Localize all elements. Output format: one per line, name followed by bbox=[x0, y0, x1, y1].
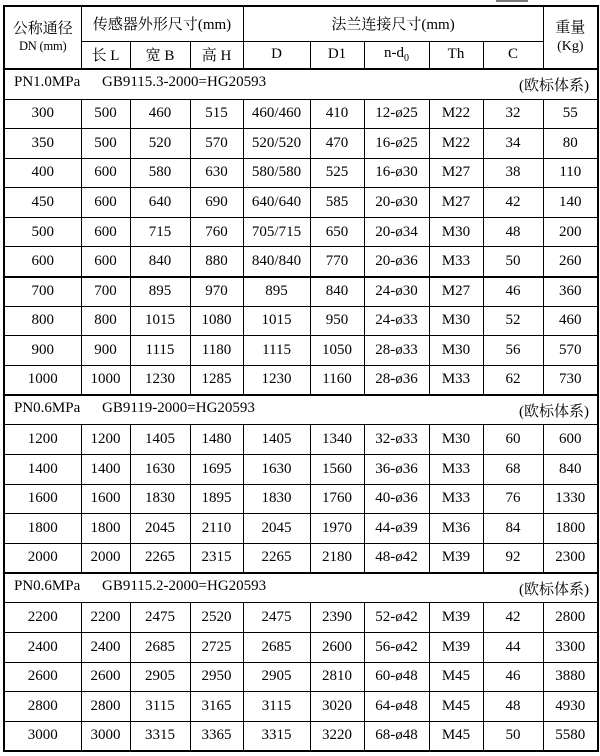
table-cell: M33 bbox=[429, 455, 483, 485]
table-cell: M22 bbox=[429, 129, 483, 159]
table-cell: 20-ø30 bbox=[364, 188, 429, 218]
section-header-row bbox=[4, 573, 598, 603]
table-cell: 200 bbox=[543, 217, 598, 247]
dn-label-unit: DN (mm) bbox=[18, 39, 67, 54]
table-cell: 60-ø48 bbox=[364, 662, 429, 692]
table-cell: 4930 bbox=[543, 692, 598, 722]
table-cell: 705/715 bbox=[243, 217, 310, 247]
dn-value-cell: 2600 bbox=[4, 662, 81, 692]
table-cell: 1630 bbox=[243, 455, 310, 485]
table-cell: 52 bbox=[483, 306, 543, 336]
table-cell: 2180 bbox=[310, 543, 364, 573]
standard-code: GB9119-2000=HG20593 bbox=[102, 399, 255, 416]
dn-value-cell: 1800 bbox=[4, 514, 81, 544]
table-cell: 2950 bbox=[190, 662, 243, 692]
table-cell: 260 bbox=[543, 247, 598, 277]
standard-code: GB9115.3-2000=HG20593 bbox=[102, 73, 267, 90]
table-row bbox=[4, 277, 598, 307]
table-cell: 2475 bbox=[243, 603, 310, 633]
table-cell: 2600 bbox=[310, 633, 364, 663]
table-cell: 12-ø25 bbox=[364, 99, 429, 129]
table-cell: 1230 bbox=[130, 365, 190, 395]
table-cell: 20-ø34 bbox=[364, 217, 429, 247]
table-cell: 92 bbox=[483, 543, 543, 573]
table-cell: 580 bbox=[130, 158, 190, 188]
table-cell: 1405 bbox=[243, 425, 310, 455]
table-cell: 840 bbox=[543, 455, 598, 485]
dn-value-cell: 450 bbox=[4, 188, 81, 218]
table-cell: M45 bbox=[429, 662, 483, 692]
header-cell-dn bbox=[4, 6, 81, 69]
table-cell: 950 bbox=[310, 306, 364, 336]
table-cell: 640/640 bbox=[243, 188, 310, 218]
table-row bbox=[4, 633, 598, 663]
dn-value-cell: 1000 bbox=[4, 365, 81, 395]
table-cell: 48 bbox=[483, 692, 543, 722]
table-cell: M27 bbox=[429, 277, 483, 307]
table-cell: 24-ø30 bbox=[364, 277, 429, 307]
table-cell: 585 bbox=[310, 188, 364, 218]
table-cell: 2905 bbox=[243, 662, 310, 692]
table-cell: 2045 bbox=[243, 514, 310, 544]
table-cell: 1800 bbox=[81, 514, 130, 544]
table-cell: 140 bbox=[543, 188, 598, 218]
table-cell: 44 bbox=[483, 633, 543, 663]
table-section-pn0.6-gb9119 bbox=[4, 395, 598, 573]
table-cell: 64-ø48 bbox=[364, 692, 429, 722]
header-row-subcolumns bbox=[4, 41, 598, 69]
table-cell: 1340 bbox=[310, 425, 364, 455]
table-cell: 2685 bbox=[243, 633, 310, 663]
table-cell: 900 bbox=[81, 336, 130, 366]
nd0-subscript: 0 bbox=[404, 53, 410, 65]
table-cell: 460 bbox=[130, 99, 190, 129]
table-cell: M27 bbox=[429, 158, 483, 188]
dn-value-cell: 1400 bbox=[4, 455, 81, 485]
table-cell: 40-ø36 bbox=[364, 484, 429, 514]
table-row bbox=[4, 543, 598, 573]
dn-value-cell: 400 bbox=[4, 158, 81, 188]
table-cell: 1160 bbox=[310, 365, 364, 395]
table-cell: 56-ø42 bbox=[364, 633, 429, 663]
section-header-row bbox=[4, 395, 598, 425]
table-cell: 600 bbox=[81, 188, 130, 218]
table-cell: M33 bbox=[429, 365, 483, 395]
table-cell: 2810 bbox=[310, 662, 364, 692]
table-cell: M39 bbox=[429, 603, 483, 633]
table-cell: 1560 bbox=[310, 455, 364, 485]
table-cell: 16-ø30 bbox=[364, 158, 429, 188]
dn-value-cell: 350 bbox=[4, 129, 81, 159]
header-cell-d: D bbox=[243, 41, 310, 69]
table-cell: M45 bbox=[429, 721, 483, 751]
table-cell: 46 bbox=[483, 277, 543, 307]
table-cell: 42 bbox=[483, 603, 543, 633]
table-cell: 48 bbox=[483, 217, 543, 247]
table-cell: 1970 bbox=[310, 514, 364, 544]
table-cell: 44-ø39 bbox=[364, 514, 429, 544]
table-cell: 1480 bbox=[190, 425, 243, 455]
table-cell: 1630 bbox=[130, 455, 190, 485]
table-cell: 840 bbox=[130, 247, 190, 277]
table-cell: M36 bbox=[429, 514, 483, 544]
table-cell: 55 bbox=[543, 99, 598, 129]
dn-value-cell: 2800 bbox=[4, 692, 81, 722]
table-cell: 2110 bbox=[190, 514, 243, 544]
table-cell: 52-ø42 bbox=[364, 603, 429, 633]
table-cell: 1285 bbox=[190, 365, 243, 395]
table-cell: 2400 bbox=[81, 633, 130, 663]
standard-system-note: (欧标体系) bbox=[519, 403, 590, 420]
table-cell: 3000 bbox=[81, 721, 130, 751]
table-cell: 3880 bbox=[543, 662, 598, 692]
table-cell: 3115 bbox=[243, 692, 310, 722]
table-cell: 80 bbox=[543, 129, 598, 159]
table-cell: M39 bbox=[429, 633, 483, 663]
table-cell: 700 bbox=[81, 277, 130, 307]
table-cell: 690 bbox=[190, 188, 243, 218]
table-row bbox=[4, 603, 598, 633]
table-cell: 84 bbox=[483, 514, 543, 544]
table-cell: 3165 bbox=[190, 692, 243, 722]
header-cell-length: 长 L bbox=[81, 41, 130, 69]
table-cell: 110 bbox=[543, 158, 598, 188]
dn-value-cell: 3000 bbox=[4, 721, 81, 751]
section-header-cell bbox=[4, 69, 598, 99]
table-cell: 1830 bbox=[130, 484, 190, 514]
table-cell: 520/520 bbox=[243, 129, 310, 159]
table-cell: 2200 bbox=[81, 603, 130, 633]
table-cell: 36-ø36 bbox=[364, 455, 429, 485]
table-cell: 640 bbox=[130, 188, 190, 218]
table-row bbox=[4, 188, 598, 218]
dn-value-cell: 2000 bbox=[4, 543, 81, 573]
table-cell: 2520 bbox=[190, 603, 243, 633]
table-cell: 460/460 bbox=[243, 99, 310, 129]
table-cell: 50 bbox=[483, 247, 543, 277]
table-cell: 3300 bbox=[543, 633, 598, 663]
table-cell: 3315 bbox=[130, 721, 190, 751]
standard-system-note: (欧标体系) bbox=[519, 77, 590, 94]
table-cell: 32-ø33 bbox=[364, 425, 429, 455]
table-cell: 42 bbox=[483, 188, 543, 218]
table-cell: 3315 bbox=[243, 721, 310, 751]
cropped-text-artifact bbox=[496, 0, 528, 2]
dn-label-cn: 公称通径 bbox=[12, 21, 73, 38]
header-cell-height: 高 H bbox=[190, 41, 243, 69]
table-cell: 500 bbox=[81, 99, 130, 129]
table-cell: 525 bbox=[310, 158, 364, 188]
table-cell: 2905 bbox=[130, 662, 190, 692]
table-cell: 2265 bbox=[130, 543, 190, 573]
table-cell: 1760 bbox=[310, 484, 364, 514]
table-cell: 470 bbox=[310, 129, 364, 159]
table-header bbox=[4, 6, 598, 69]
dn-value-cell: 2400 bbox=[4, 633, 81, 663]
table-section-pn1.0 bbox=[4, 69, 598, 395]
table-cell: 16-ø25 bbox=[364, 129, 429, 159]
table-cell: 515 bbox=[190, 99, 243, 129]
table-cell: 970 bbox=[190, 277, 243, 307]
table-cell: 500 bbox=[81, 129, 130, 159]
table-cell: 2725 bbox=[190, 633, 243, 663]
table-cell: 600 bbox=[81, 247, 130, 277]
table-cell: 2300 bbox=[543, 543, 598, 573]
table-cell: 410 bbox=[310, 99, 364, 129]
table-row bbox=[4, 721, 598, 751]
dn-value-cell: 900 bbox=[4, 336, 81, 366]
table-cell: 28-ø36 bbox=[364, 365, 429, 395]
table-cell: 570 bbox=[543, 336, 598, 366]
table-cell: 2800 bbox=[81, 692, 130, 722]
table-cell: 840/840 bbox=[243, 247, 310, 277]
table-cell: 48-ø42 bbox=[364, 543, 429, 573]
table-cell: 760 bbox=[190, 217, 243, 247]
table-row bbox=[4, 514, 598, 544]
section-header-row bbox=[4, 69, 598, 99]
table-cell: 360 bbox=[543, 277, 598, 307]
table-row bbox=[4, 247, 598, 277]
table-cell: 895 bbox=[243, 277, 310, 307]
header-cell-weight bbox=[543, 6, 598, 69]
table-cell: 32 bbox=[483, 99, 543, 129]
table-row bbox=[4, 662, 598, 692]
table-row bbox=[4, 306, 598, 336]
header-cell-th: Th bbox=[429, 41, 483, 69]
table-cell: 895 bbox=[130, 277, 190, 307]
table-cell: 1200 bbox=[81, 425, 130, 455]
table-cell: 520 bbox=[130, 129, 190, 159]
table-cell: M30 bbox=[429, 336, 483, 366]
table-cell: 1015 bbox=[243, 306, 310, 336]
table-cell: 800 bbox=[81, 306, 130, 336]
weight-label-unit: (Kg) bbox=[557, 39, 584, 55]
table-row bbox=[4, 365, 598, 395]
table-cell: M39 bbox=[429, 543, 483, 573]
table-cell: 1400 bbox=[81, 455, 130, 485]
table-cell: 3365 bbox=[190, 721, 243, 751]
table-cell: 715 bbox=[130, 217, 190, 247]
table-row bbox=[4, 217, 598, 247]
table-row bbox=[4, 336, 598, 366]
dn-value-cell: 800 bbox=[4, 306, 81, 336]
table-cell: 1800 bbox=[543, 514, 598, 544]
table-row bbox=[4, 455, 598, 485]
table-cell: M30 bbox=[429, 217, 483, 247]
table-cell: 2265 bbox=[243, 543, 310, 573]
table-cell: 2390 bbox=[310, 603, 364, 633]
table-cell: 2045 bbox=[130, 514, 190, 544]
table-cell: 46 bbox=[483, 662, 543, 692]
table-cell: 2800 bbox=[543, 603, 598, 633]
dn-value-cell: 300 bbox=[4, 99, 81, 129]
table-cell: 1830 bbox=[243, 484, 310, 514]
table-cell: 600 bbox=[543, 425, 598, 455]
table-cell: 1600 bbox=[81, 484, 130, 514]
table-cell: 2475 bbox=[130, 603, 190, 633]
header-cell-c: C bbox=[483, 41, 543, 69]
dn-value-cell: 700 bbox=[4, 277, 81, 307]
nd0-main: n-d bbox=[384, 45, 405, 62]
table-cell: 770 bbox=[310, 247, 364, 277]
table-cell: 600 bbox=[81, 158, 130, 188]
table-row bbox=[4, 129, 598, 159]
section-header-cell bbox=[4, 573, 598, 603]
table-cell: M33 bbox=[429, 484, 483, 514]
dn-value-cell: 1600 bbox=[4, 484, 81, 514]
table-section-pn0.6-gb9115.2 bbox=[4, 573, 598, 751]
table-cell: 50 bbox=[483, 721, 543, 751]
table-cell: 630 bbox=[190, 158, 243, 188]
table-cell: 62 bbox=[483, 365, 543, 395]
table-row bbox=[4, 425, 598, 455]
table-cell: 68-ø48 bbox=[364, 721, 429, 751]
table-cell: M33 bbox=[429, 247, 483, 277]
table-cell: 5580 bbox=[543, 721, 598, 751]
table-cell: 2000 bbox=[81, 543, 130, 573]
table-cell: 1330 bbox=[543, 484, 598, 514]
table-row bbox=[4, 99, 598, 129]
table-cell: 28-ø33 bbox=[364, 336, 429, 366]
table-cell: 1080 bbox=[190, 306, 243, 336]
table-cell: 3220 bbox=[310, 721, 364, 751]
header-row-groups bbox=[4, 6, 598, 41]
table-cell: 2685 bbox=[130, 633, 190, 663]
table-cell: 1405 bbox=[130, 425, 190, 455]
table-cell: 600 bbox=[81, 217, 130, 247]
table-cell: 880 bbox=[190, 247, 243, 277]
standard-code: GB9115.2-2000=HG20593 bbox=[102, 577, 267, 594]
table-cell: 1115 bbox=[243, 336, 310, 366]
header-group-sensor-dimensions: 传感器外形尺寸(mm) bbox=[81, 6, 243, 41]
dn-value-cell: 2200 bbox=[4, 603, 81, 633]
table-cell: 1230 bbox=[243, 365, 310, 395]
table-row bbox=[4, 692, 598, 722]
table-cell: 840 bbox=[310, 277, 364, 307]
table-cell: 20-ø36 bbox=[364, 247, 429, 277]
table-cell: 580/580 bbox=[243, 158, 310, 188]
table-cell: 34 bbox=[483, 129, 543, 159]
dn-value-cell: 1200 bbox=[4, 425, 81, 455]
table-cell: 570 bbox=[190, 129, 243, 159]
table-cell: 1695 bbox=[190, 455, 243, 485]
header-cell-width: 宽 B bbox=[130, 41, 190, 69]
table-cell: M30 bbox=[429, 425, 483, 455]
table-row bbox=[4, 158, 598, 188]
dn-value-cell: 600 bbox=[4, 247, 81, 277]
dn-value-cell: 500 bbox=[4, 217, 81, 247]
table-cell: 650 bbox=[310, 217, 364, 247]
table-cell: 730 bbox=[543, 365, 598, 395]
table-cell: 56 bbox=[483, 336, 543, 366]
table-cell: 1895 bbox=[190, 484, 243, 514]
header-group-flange-dimensions: 法兰连接尺寸(mm) bbox=[243, 6, 543, 41]
table-cell: M45 bbox=[429, 692, 483, 722]
table-cell: 3020 bbox=[310, 692, 364, 722]
pressure-rating: PN0.6MPa bbox=[14, 577, 81, 594]
table-cell: M22 bbox=[429, 99, 483, 129]
weight-label-cn: 重量 bbox=[555, 20, 586, 37]
table-cell: 76 bbox=[483, 484, 543, 514]
table-cell: 2315 bbox=[190, 543, 243, 573]
table-cell: 24-ø33 bbox=[364, 306, 429, 336]
table-cell: 1115 bbox=[130, 336, 190, 366]
section-header-cell bbox=[4, 395, 598, 425]
dimension-spec-table bbox=[3, 5, 599, 752]
table-cell: M27 bbox=[429, 188, 483, 218]
table-cell: 1180 bbox=[190, 336, 243, 366]
table-cell: 38 bbox=[483, 158, 543, 188]
table-row bbox=[4, 484, 598, 514]
header-cell-d1: D1 bbox=[310, 41, 364, 69]
pressure-rating: PN0.6MPa bbox=[14, 399, 81, 416]
table-cell: 3115 bbox=[130, 692, 190, 722]
table-cell: 60 bbox=[483, 425, 543, 455]
standard-system-note: (欧标体系) bbox=[519, 581, 590, 598]
table-cell: 68 bbox=[483, 455, 543, 485]
table-cell: 460 bbox=[543, 306, 598, 336]
table-cell: 1050 bbox=[310, 336, 364, 366]
header-cell-nd0 bbox=[364, 41, 429, 69]
table-cell: 1000 bbox=[81, 365, 130, 395]
table-cell: 1015 bbox=[130, 306, 190, 336]
pressure-rating: PN1.0MPa bbox=[14, 73, 81, 90]
table-cell: 2600 bbox=[81, 662, 130, 692]
table-cell: M30 bbox=[429, 306, 483, 336]
